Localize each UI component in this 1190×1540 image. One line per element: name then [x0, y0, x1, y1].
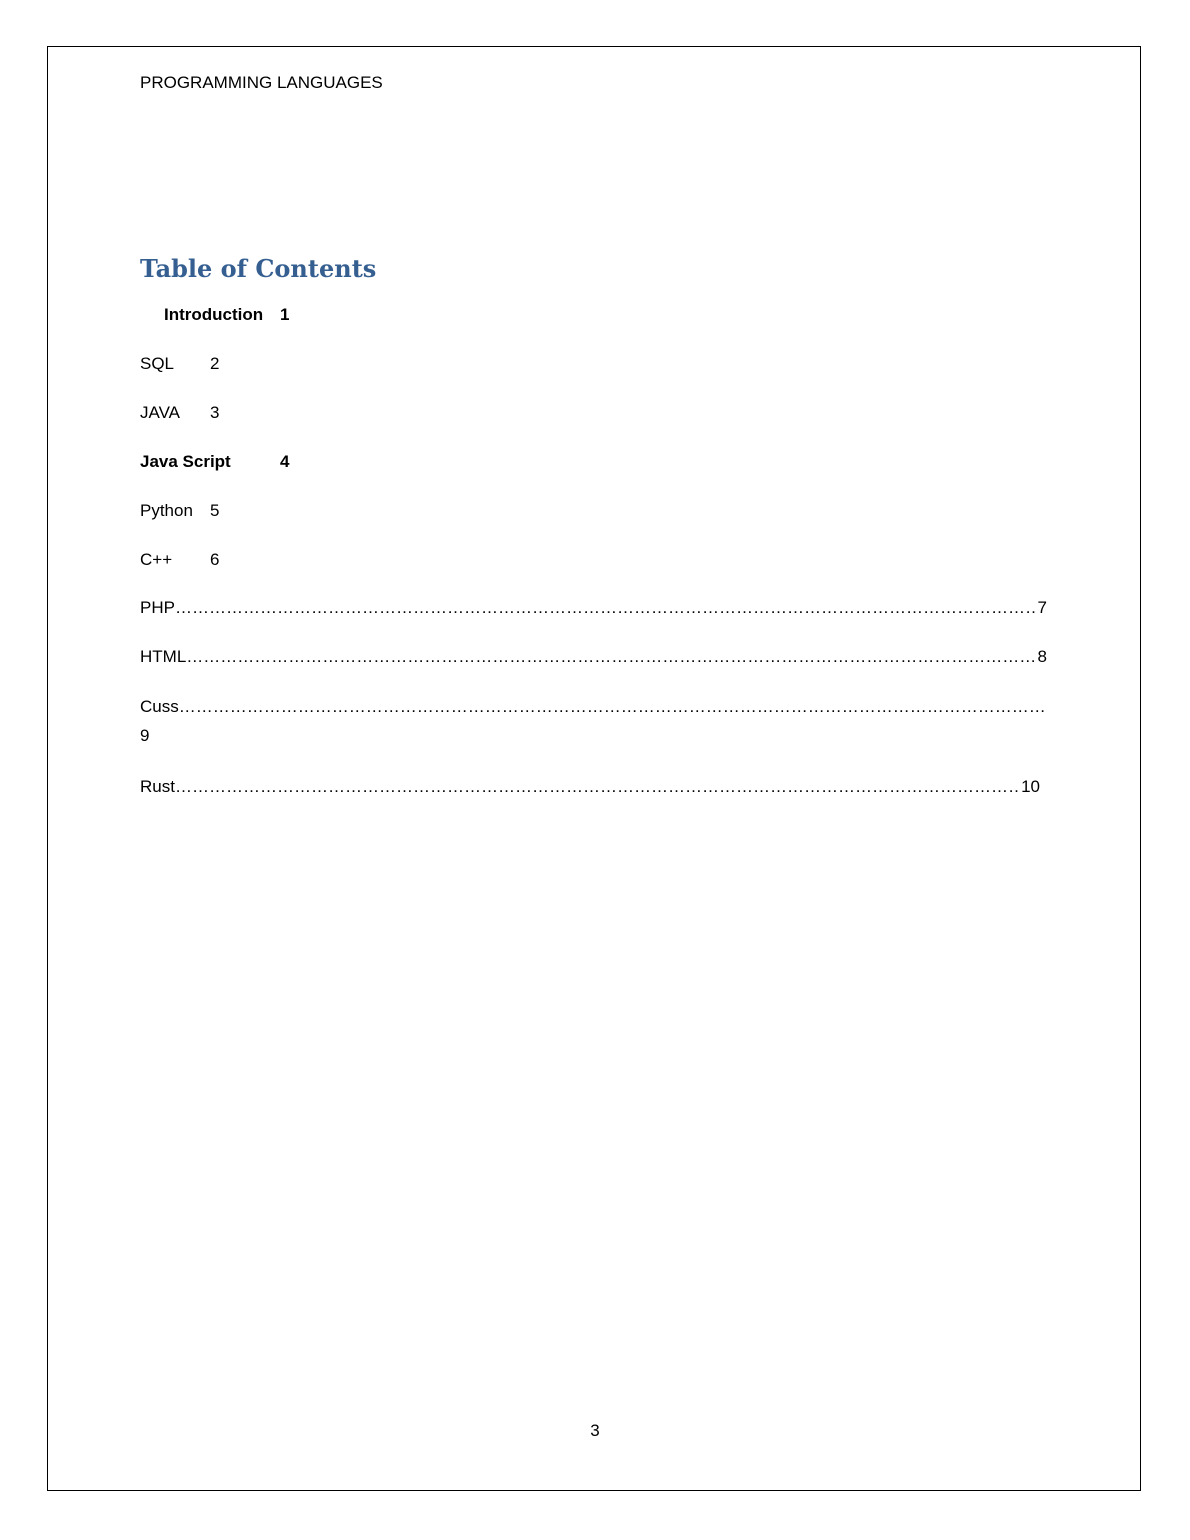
toc-entry-cpp[interactable] — [140, 550, 220, 570]
toc-entry-label: HTML — [140, 647, 187, 666]
toc-entry-page: 1 — [280, 305, 290, 324]
toc-entry-label: JAVA — [140, 403, 180, 422]
toc-entry-label: Cuss — [140, 697, 179, 716]
page-number: 3 — [590, 1421, 600, 1440]
toc-title: Table of Contents — [140, 254, 377, 283]
toc-leader-dots — [186, 647, 1037, 667]
toc-entry-page: 5 — [210, 501, 220, 520]
toc-entry-page: 9 — [140, 726, 150, 745]
toc-entry-page: 8 — [1037, 647, 1047, 666]
toc-entry-label: C++ — [140, 550, 173, 569]
toc-entry-php[interactable] — [140, 598, 1047, 618]
toc-leader-dots — [175, 598, 1038, 618]
toc-entry-javascript[interactable] — [140, 452, 290, 472]
toc-leader-dots — [175, 777, 1021, 797]
toc-entry-rust[interactable] — [140, 777, 1040, 797]
toc-entry-java[interactable] — [140, 403, 220, 423]
toc-entry-html[interactable] — [140, 647, 1047, 667]
toc-entry-page: 10 — [1021, 777, 1040, 796]
toc-entry-page: 6 — [210, 550, 220, 569]
toc-entry-label: Python — [140, 501, 193, 520]
toc-entry-python[interactable] — [140, 501, 220, 521]
toc-entry-cuss[interactable] — [140, 697, 1047, 746]
toc-entry-page: 7 — [1037, 598, 1047, 617]
toc-entry-page: 4 — [280, 452, 290, 471]
toc-entry-label: Java Script — [140, 452, 231, 471]
toc-entry-sql[interactable] — [140, 354, 220, 374]
toc-entry-label: PHP — [140, 598, 175, 617]
toc-entry-page: 2 — [210, 354, 220, 373]
toc-entry-label: SQL — [140, 354, 175, 373]
page-header: PROGRAMMING LANGUAGES — [140, 73, 383, 92]
toc-entry-introduction[interactable] — [164, 305, 290, 325]
toc-entry-label: Introduction — [164, 305, 264, 324]
toc-entry-label: Rust — [140, 777, 175, 796]
toc-leader-dots — [179, 697, 1047, 717]
toc-entry-page: 3 — [210, 403, 220, 422]
